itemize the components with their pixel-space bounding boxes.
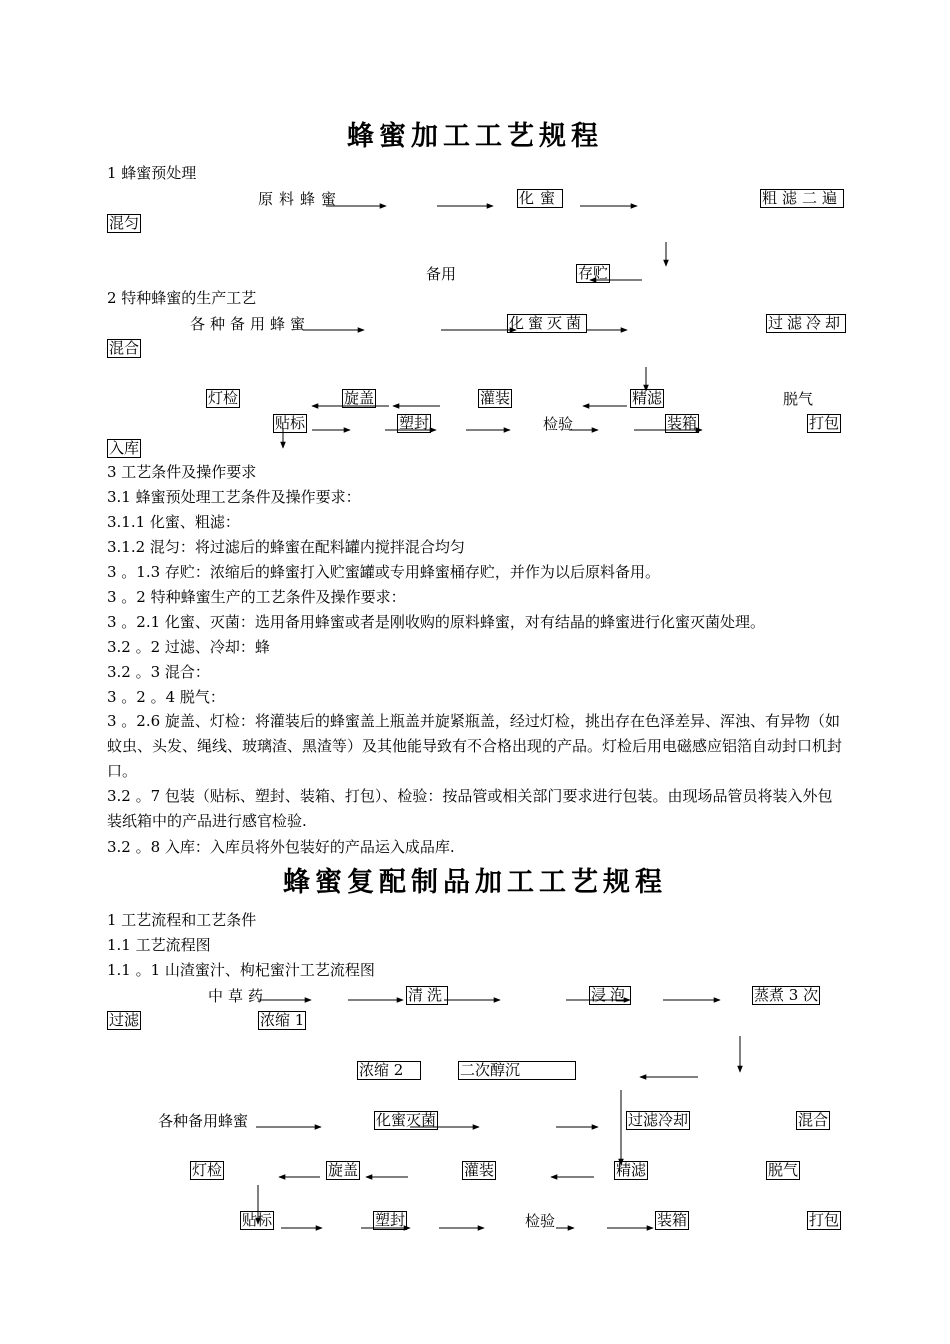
page-title-2: 蜂蜜复配制品加工工艺规程 — [283, 867, 667, 898]
flow-node-concentrate-2: 浓缩 2 — [357, 1061, 421, 1080]
section-heading: 1.1 工艺流程图 — [107, 936, 211, 954]
flow-node-soak: 浸泡 — [591, 986, 630, 1004]
flow-node-inspect: 检验 — [543, 415, 574, 433]
flow-node-storage: 入库 — [109, 439, 140, 457]
flow-node-filter: 过滤 — [109, 1011, 140, 1029]
text-line: 3.2 。3 混合： — [107, 663, 210, 681]
text-line: 3.2 。8 入库：入库员将外包装好的产品运入成品库. — [107, 838, 455, 856]
flow-node-box-2: 装箱 — [657, 1211, 688, 1229]
flow-node-box: 装箱 — [667, 414, 698, 432]
section-heading-2: 2 特种蜂蜜的生产工艺 — [107, 289, 257, 307]
flow-node-store: 存贮 — [578, 264, 609, 282]
flow-node-melt-sterilize-2: 化蜜灭菌 — [376, 1111, 437, 1129]
section-heading: 1 工艺流程和工艺条件 — [107, 911, 257, 929]
flow-node-shrink: 塑封 — [399, 414, 430, 432]
text-line: 3 。2.1 化蜜、灭菌：选用备用蜂蜜或者是刚收购的原料蜂蜜，对有结晶的蜂蜜进行化蜜灭菌处理。 — [107, 613, 765, 631]
flow-node-pack-2: 打包 — [809, 1211, 840, 1229]
flow-node-fine-filter: 精滤 — [632, 389, 663, 407]
flow-node-mix-3: 混合 — [798, 1111, 829, 1129]
flow-node-raw-honey: 原料蜂蜜 — [258, 190, 343, 208]
text-line: 3.1.1 化蜜、粗滤： — [107, 513, 240, 531]
flow-node-light-check: 灯检 — [208, 389, 239, 407]
text-paragraph: 3 。2.6 旋盖、灯检：将灌装后的蜂蜜盖上瓶盖并旋紧瓶盖，经过灯检，挑出存在色泽差异、浑浊、有异物（如蚊虫、头发、绳线、玻璃渣、黑渣等）及其他能导致有不合格出现的产品。灯检后用电磁感应铝箔自动封口机封口。 — [107, 712, 843, 780]
flow-node-shrink-2: 塑封 — [375, 1211, 406, 1229]
flow-node-degas-2: 脱气 — [768, 1161, 799, 1179]
text-line: 3 。1.3 存贮：浓缩后的蜂蜜打入贮蜜罐或专用蜂蜜桶存贮，并作为以后原料备用。 — [107, 563, 660, 581]
page-title: 蜂蜜加工工艺规程 — [347, 121, 603, 152]
flow-node-alcohol-precipitation: 二次醇沉 — [458, 1061, 576, 1080]
text-line: 3 。2 。4 脱气： — [107, 688, 225, 706]
flow-node-concentrate-1: 浓缩 1 — [260, 1011, 305, 1029]
flow-node-fine-filter-2: 精滤 — [616, 1161, 647, 1179]
section-heading-1: 1 蜂蜜预处理 — [107, 164, 197, 182]
flow-node-filter-cool-2: 过滤冷却 — [628, 1111, 689, 1129]
flow-node-mix-2: 混合 — [109, 339, 140, 357]
flow-node-filter-cool: 过滤冷却 — [768, 314, 845, 332]
flow-node-light-check-2: 灯检 — [192, 1161, 223, 1179]
text-line: 3.1.2 混匀：将过滤后的蜂蜜在配料罐内搅拌混合均匀 — [107, 538, 465, 556]
flow-node-melt-sterilize: 化蜜灭菌 — [509, 314, 586, 332]
section-heading: 1.1 。1 山渣蜜汁、枸杞蜜汁工艺流程图 — [107, 961, 375, 979]
flow-node-wash: 清洗 — [408, 986, 447, 1004]
text-paragraph: 3.2 。7 包装（贴标、塑封、装箱、打包）、检验：按品管或相关部门要求进行包装。由现场品管员将装入外包装纸箱中的产品进行感官检验. — [107, 787, 833, 830]
flow-node-label-2: 贴标 — [242, 1211, 273, 1229]
flow-node-herb: 中草药 — [208, 987, 269, 1005]
flow-node-mix: 混匀 — [109, 214, 140, 232]
flow-node-standby-honey-2: 各种备用蜂蜜 — [158, 1112, 249, 1130]
flow-node-cap: 旋盖 — [344, 389, 375, 407]
flow-node-boil: 蒸煮 3 次 — [754, 986, 819, 1004]
flow-node-cap-2: 旋盖 — [328, 1161, 359, 1179]
flow-node-melt: 化蜜 — [519, 189, 562, 207]
flow-node-standby-honey: 各种备用蜂蜜 — [190, 315, 311, 333]
flow-node-fill: 灌装 — [480, 389, 511, 407]
section-heading-3: 3 工艺条件及操作要求 — [107, 463, 257, 481]
text-line: 3.2 。2 过滤、冷却：蜂 — [107, 638, 270, 656]
flow-node-pack: 打包 — [809, 414, 840, 432]
flow-node-filter-twice: 粗滤二遍 — [762, 189, 843, 207]
flow-node-inspect-2: 检验 — [525, 1212, 556, 1230]
text-line: 3.1 蜂蜜预处理工艺条件及操作要求： — [107, 488, 361, 506]
flow-node-standby: 备用 — [426, 265, 457, 283]
flow-node-label: 贴标 — [275, 414, 306, 432]
text-line: 3 。2 特种蜂蜜生产的工艺条件及操作要求： — [107, 588, 406, 606]
flow-node-degas: 脱气 — [783, 390, 814, 408]
flow-node-fill-2: 灌装 — [464, 1161, 495, 1179]
